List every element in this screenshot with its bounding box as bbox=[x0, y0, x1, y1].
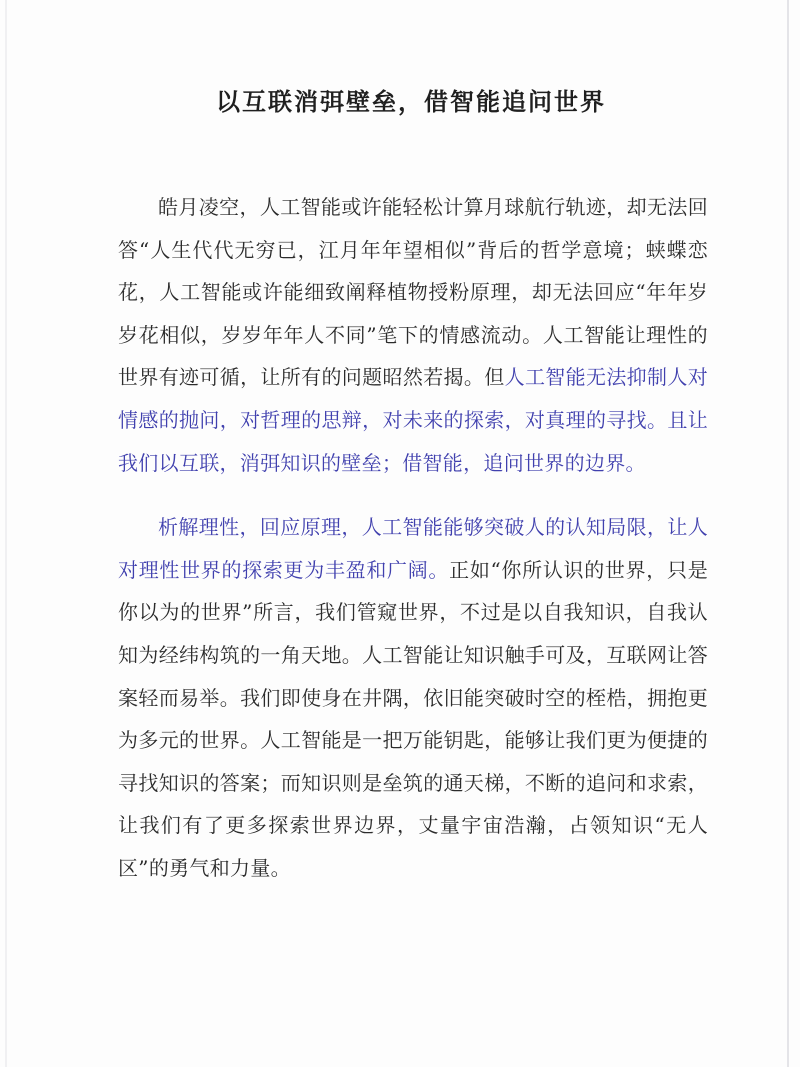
essay-title: 以互联消弭壁垒，借智能追问世界 bbox=[216, 87, 606, 116]
page-right-edge-line bbox=[787, 0, 789, 1067]
text-segment-black: 皓月凌空，人工智能或许能轻松计算月球航行轨迹，却无法回答“人生代代无穷已，江月年年望相似”背后的哲学意境；蛱蝶恋花，人工智能或许能细致阐释植物授粉原理，却无法回应“年年岁岁花相似，岁岁年年人不同”笔下的情感流动。人工智能让理性的世界有迹可循，让所有的问题昭然若揭。但 bbox=[118, 195, 708, 390]
text-segment-blue: 人工智能无法抑制人对情感的抛问，对哲理的思辩，对未来的探索，对真理的寻找。且让我们以互联，消弭知识的壁垒；借智能，追问世界的边界。 bbox=[118, 365, 709, 475]
essay-paragraph bbox=[118, 506, 708, 889]
essay-body bbox=[118, 186, 708, 890]
text-segment-black: 正如“你所认识的世界，只是你以为的世界”所言，我们管窥世界，不过是以自我知识，自我认知为经纬构筑的一角天地。人工智能让知识触手可及，互联网让答案轻而易举。我们即使身在井隅，依旧能突破时空的桎梏，拥抱更为多元的世界。人工智能是一把万能钥匙，能够让我们更为便捷的寻找知识的答案；而知识则是垒筑的通天梯，不断的追问和求索，让我们有了更多探索世界边界，丈量宇宙浩瀚，占领知识“无人区”的勇气和力量。 bbox=[118, 557, 708, 880]
text-segment-blue: 析解理性，回应原理，人工智能能够突破人的认知局限，让人对理性世界的探索更为丰盈和广阔。 bbox=[118, 515, 708, 582]
essay-paragraph bbox=[118, 186, 708, 484]
page-left-edge-line bbox=[5, 0, 7, 1067]
